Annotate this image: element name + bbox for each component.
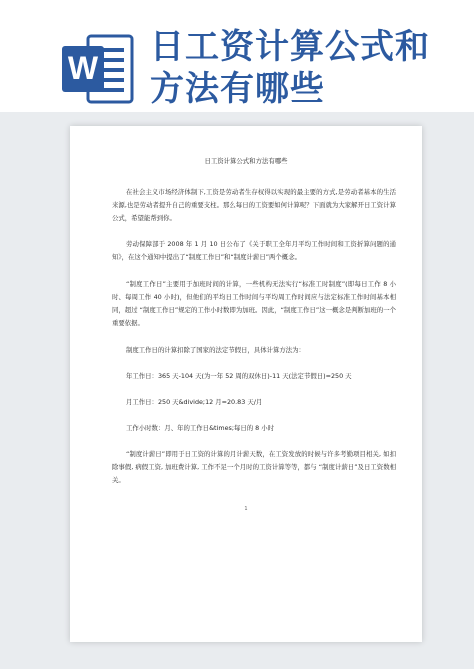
header-banner — [0, 0, 474, 112]
word-document-icon — [58, 30, 136, 108]
document-title: 日工资计算公式和方法有哪些 — [204, 157, 288, 165]
document-page — [70, 126, 422, 642]
paragraph-calc-method: 制度工作日的计算扣除了国家的法定节假日，具体计算方法为： — [126, 346, 305, 354]
paragraph-year-days: 年工作日：365 天-104 天(为一年 52 周的双休日)-11 天(法定节假日)=250 天 — [126, 372, 352, 380]
logo-letter: W — [67, 50, 99, 86]
paragraph-pay-days: “制度计薪日”即用于日工资的计算的月计薪天数，在工资发放的时候与许多考勤项目相关, 如扣除事假, 病假工资, 加班费计算, 工作不足一个月时的工资计算等等，都与 “制度计薪日”及日工资数相关。 — [112, 450, 396, 484]
paragraph-work-hours: 工作小时数：月、年的工作日&times;每日的 8 小时 — [126, 424, 275, 432]
paragraph-notice: 劳动保障部于 2008 年 1 月 10 日公布了《关于职工全年月平均工作时间和工资折算问题的通知》，在这个通知中提出了“制度工作日”和“制度计薪日”两个概念。 — [112, 240, 396, 261]
paragraph-work-days: “制度工作日”主要用于加班时间的计算，一些机构无法实行“标准工时制度”(即每日工作 8 小时、每周工作 40 小时)，但他们的平均日工作时间与平均周工作时间应与法定标准工作时间基本相同，超过 “制度工作日”规定的工作小时数即为加班。因此，“制度工作日”这一概念是判断加班的一个重要依据。 — [112, 280, 396, 327]
paragraph-month-days: 月工作日：250 天&divide;12 月=20.83 天/月 — [126, 398, 263, 406]
page-title: 日工资计算公式和方法有哪些 — [150, 27, 430, 109]
page-number: 1 — [244, 506, 248, 512]
paragraph-intro: 在社会主义市场经济体制下,工资是劳动者生存权得以实现的最主要的方式,是劳动者基本的生活来源,也是劳动者提升自己的重要支柱。那么每日的工资要如何计算呢？下面就为大家解开日工资计算公式，希望能帮到你。 — [112, 188, 396, 222]
